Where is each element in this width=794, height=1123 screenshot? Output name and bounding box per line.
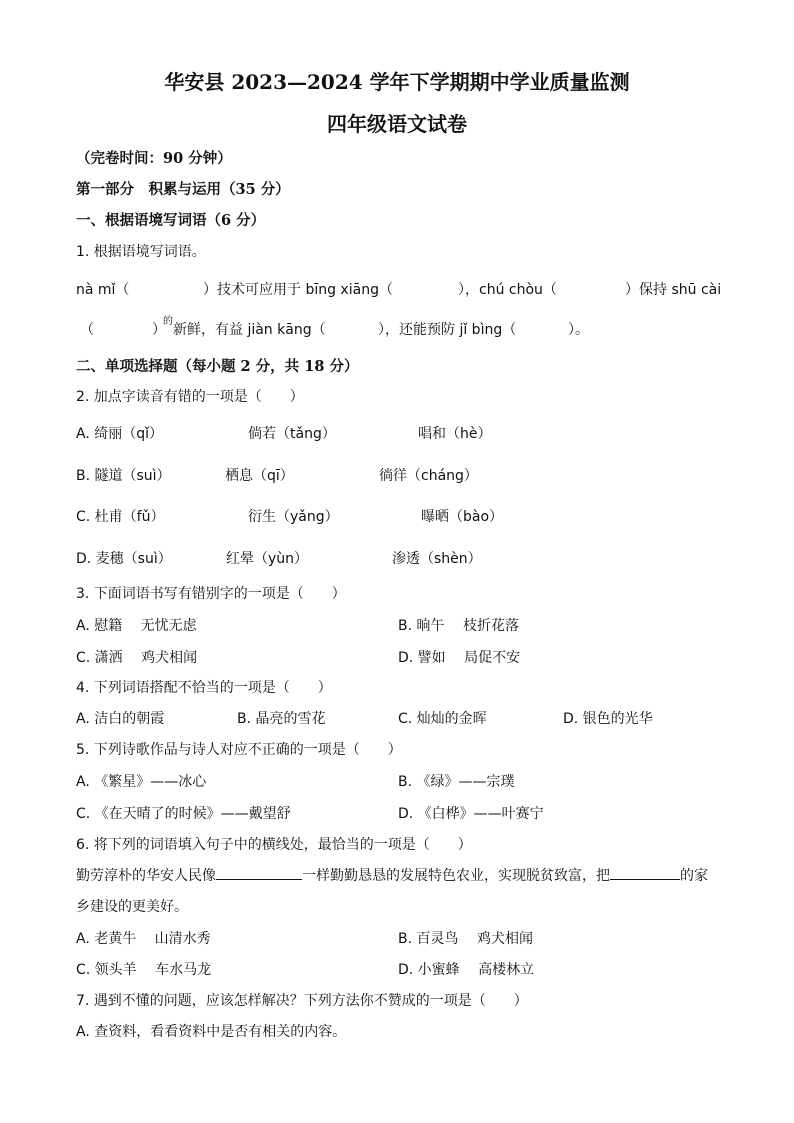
q2-option-b-b: 栖息（qī）: [225, 468, 294, 484]
part1-heading: 第一部分 积累与运用（35 分）: [76, 181, 290, 198]
q1-line2-c: 的: [163, 316, 173, 327]
q2-option-c: C. 杜甫（fǔ）: [76, 509, 165, 525]
q1-line2-a: （: [80, 322, 94, 338]
q5-option-b: B. 《绿》——宗璞: [398, 774, 515, 790]
q2-option-d-c: 渗透（shèn）: [392, 551, 482, 567]
time-note: （完卷时间：90 分钟）: [76, 150, 232, 167]
q4-option-c: C. 灿灿的金晖: [398, 711, 487, 727]
section1-heading: 一、根据语境写词语（6 分）: [76, 212, 266, 229]
q1-line1-c: ），chú chòu（: [458, 282, 557, 298]
q2-option-c-c: 曝晒（bào）: [421, 509, 504, 525]
q2-option-a: A. 绮丽（qǐ）: [76, 426, 164, 442]
exam-subtitle: 四年级语文试卷: [327, 112, 467, 136]
q6-text-a: 勤劳淳朴的华安人民像: [76, 868, 216, 884]
q2-option-d-b: 红晕（yùn）: [226, 551, 309, 567]
q1-line2-e: ），还能预防 jǐ bìng（: [378, 322, 517, 338]
q6-option-c: C. 领头羊 车水马龙: [76, 962, 212, 978]
q3-stem: 3. 下面词语书写有错别字的一项是（ ）: [76, 586, 346, 602]
q3-option-a: A. 慰籍 无忧无虑: [76, 618, 197, 634]
q6-text-b: 一样勤勤恳恳的发展特色农业，实现脱贫致富，把: [302, 868, 610, 884]
q4-option-a: A. 洁白的朝霞: [76, 711, 165, 727]
q4-option-b: B. 晶亮的雪花: [237, 711, 326, 727]
q7-option-a: A. 查资料，看看资料中是否有相关的内容。: [76, 1024, 347, 1040]
q1-stem: 1. 根据语境写词语。: [76, 244, 206, 260]
q6-stem: 6. 将下列的词语填入句子中的横线处，最恰当的一项是（ ）: [76, 837, 472, 853]
q3-option-d: D. 譬如 局促不安: [398, 650, 521, 666]
exam-title: 华安县 2023—2024 学年下学期期中学业质量监测: [164, 70, 630, 94]
q2-option-a-b: 倘若（tǎng）: [248, 426, 336, 442]
q7-stem: 7. 遇到不懂的问题，应该怎样解决？下列方法你不赞成的一项是（ ）: [76, 993, 528, 1009]
q2-option-b-c: 徜徉（cháng）: [379, 468, 478, 484]
q4-option-d: D. 银色的光华: [563, 711, 653, 727]
q1-line1-a: nà mǐ（: [76, 282, 130, 298]
q2-option-a-c: 唱和（hè）: [418, 426, 492, 442]
q2-option-c-b: 衍生（yǎng）: [248, 509, 339, 525]
q5-option-a: A. 《繁星》——冰心: [76, 774, 207, 790]
q1-line2-d: 新鲜，有益 jiàn kāng（: [173, 322, 326, 338]
section2-heading: 二、单项选择题（每小题 2 分，共 18 分）: [76, 358, 359, 375]
q5-option-d: D. 《白桦》——叶赛宁: [398, 806, 544, 822]
q2-stem: 2. 加点字读音有错的一项是（ ）: [76, 389, 304, 405]
q1-line2-b: ）: [152, 322, 166, 338]
q6-option-a: A. 老黄牛 山清水秀: [76, 931, 211, 947]
q2-option-b: B. 隧道（suì）: [76, 468, 171, 484]
q6-text-d: 乡建设的更美好。: [76, 899, 188, 915]
q3-option-b: B. 晌午 枝折花落: [398, 618, 519, 634]
q4-stem: 4. 下列词语搭配不恰当的一项是（ ）: [76, 680, 332, 696]
q3-option-c: C. 潇洒 鸡犬相闻: [76, 650, 198, 666]
q5-option-c: C. 《在天晴了的时候》——戴望舒: [76, 806, 291, 822]
q5-stem: 5. 下列诗歌作品与诗人对应不正确的一项是（ ）: [76, 742, 402, 758]
q6-blank-2: [610, 865, 680, 880]
q1-line1-d: ）保持 shū cài: [625, 282, 722, 298]
q2-option-d: D. 麦穗（suì）: [76, 551, 172, 567]
q6-option-b: B. 百灵鸟 鸡犬相闻: [398, 931, 533, 947]
q6-blank-1: [216, 865, 302, 880]
q1-line2-f: ）。: [568, 322, 589, 338]
q6-option-d: D. 小蜜蜂 高楼林立: [398, 962, 535, 978]
q6-text-c: 的家: [680, 868, 708, 884]
q6-sentence-line1: [76, 865, 708, 885]
q1-line1-b: ）技术可应用于 bīng xiāng（: [203, 282, 393, 298]
